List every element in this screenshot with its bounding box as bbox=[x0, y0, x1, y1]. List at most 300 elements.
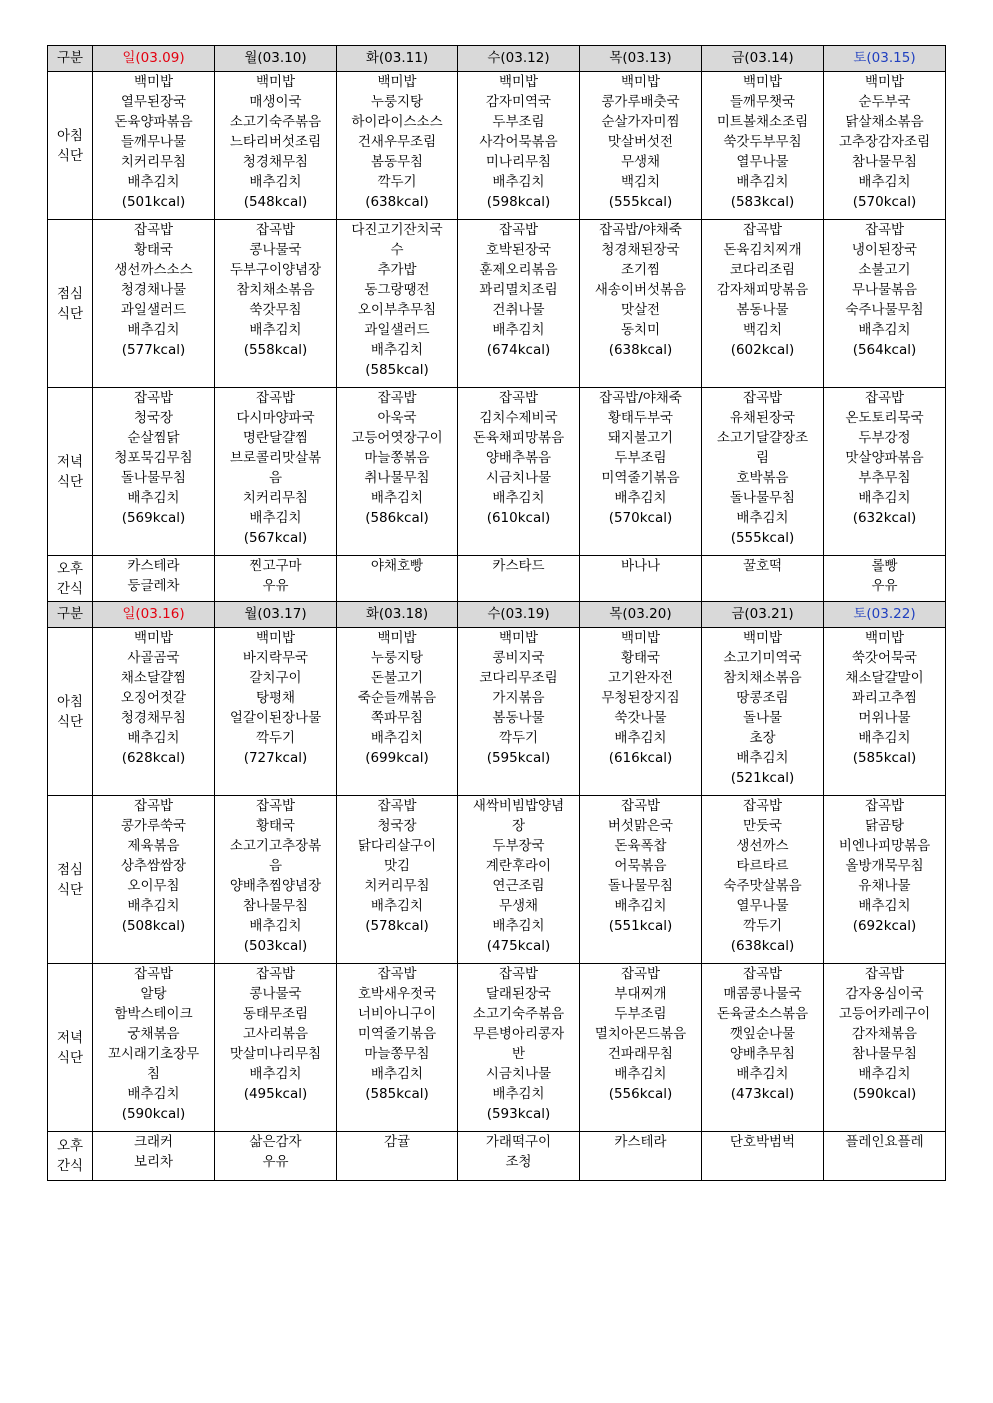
menu-item: 열무나물 bbox=[736, 898, 789, 914]
snack-cell bbox=[458, 1132, 580, 1181]
menu-item: 콩가루쑥국 bbox=[120, 818, 187, 834]
menu-item: 생선까스소스 bbox=[114, 262, 193, 278]
menu-item: 배추김치 bbox=[858, 490, 911, 506]
lunch-cell bbox=[580, 796, 702, 964]
menu-item: 건파래무침 bbox=[607, 1046, 674, 1062]
breakfast-cell bbox=[702, 628, 824, 796]
menu-item: 배추김치 bbox=[127, 174, 180, 190]
menu-item: 소고기숙주볶음 bbox=[229, 114, 322, 130]
menu-item: 배추김치 bbox=[614, 730, 667, 746]
menu-item: 제육볶음 bbox=[127, 838, 180, 854]
menu-item: 잡곡밥 bbox=[255, 222, 296, 238]
menu-item: 두부강정 bbox=[858, 430, 911, 446]
menu-item: 배추김치 bbox=[858, 174, 911, 190]
menu-item: (638kcal) bbox=[608, 342, 673, 358]
menu-item: (699kcal) bbox=[365, 750, 429, 766]
menu-item: 새송이버섯볶음 bbox=[594, 282, 687, 298]
day-header: 수(03.12) bbox=[458, 46, 580, 72]
menu-item: (578kcal) bbox=[365, 918, 429, 934]
menu-item: 무청된장지짐 bbox=[601, 690, 680, 706]
menu-item: 배추김치 bbox=[370, 898, 424, 914]
breakfast-cell bbox=[580, 628, 702, 796]
menu-item: 명란달걀찜 bbox=[242, 430, 309, 446]
menu-item: 잡곡밥 bbox=[133, 966, 174, 982]
menu-item: 과일샐러드 bbox=[364, 322, 430, 338]
snack-row bbox=[48, 1132, 946, 1181]
menu-item: 배추김치 bbox=[370, 490, 424, 506]
menu-item: 황태국 bbox=[620, 650, 661, 666]
menu-item: 닭곰탕 bbox=[864, 818, 905, 834]
menu-item: 콩비지국 bbox=[492, 650, 545, 666]
menu-item: 배추김치 bbox=[127, 322, 180, 338]
menu-item: 달래된장국 bbox=[485, 986, 552, 1002]
menu-item: 잡곡밥 bbox=[742, 966, 783, 982]
breakfast-cell bbox=[215, 72, 337, 220]
menu-item: 고추장감자조림 bbox=[838, 134, 931, 150]
menu-item: 치커리무침 bbox=[120, 154, 187, 170]
menu-item: 두부조림 bbox=[614, 1006, 667, 1022]
menu-item: 맛살미나리무침 bbox=[229, 1046, 322, 1062]
day-header: 금(03.14) bbox=[702, 46, 824, 72]
menu-item: 배추김치 bbox=[736, 750, 789, 766]
menu-item: 배추김치 bbox=[492, 322, 545, 338]
menu-item: 매콤콩나물국 bbox=[723, 986, 802, 1002]
snack-label bbox=[48, 556, 93, 602]
menu-item: 배추김치 bbox=[614, 490, 667, 506]
menu-item: 백김치 bbox=[742, 322, 783, 338]
menu-item: 닭다리살구이 bbox=[357, 838, 437, 854]
menu-item: 죽순들깨볶음 bbox=[357, 690, 437, 706]
menu-item: (593kcal) bbox=[486, 1106, 551, 1122]
menu-item: 감자채피망볶음 bbox=[716, 282, 809, 298]
day-header: 토(03.22) bbox=[824, 602, 946, 628]
menu-item: 백미밥 bbox=[620, 630, 661, 646]
header-label: 구분 bbox=[48, 46, 93, 72]
menu-item: 우유 bbox=[871, 578, 898, 594]
lunch-cell bbox=[824, 796, 946, 964]
menu-item: 꼬시래기초장무 bbox=[107, 1046, 200, 1062]
day-header: 수(03.19) bbox=[458, 602, 580, 628]
menu-item: 림 bbox=[755, 450, 770, 466]
menu-item: 돌나물무침 bbox=[607, 878, 674, 894]
menu-item: 열무된장국 bbox=[120, 94, 187, 110]
menu-item: 소고기고추장볶 bbox=[229, 838, 322, 854]
meal-label-line: 식단 bbox=[56, 881, 84, 898]
menu-item: 잡곡밥 bbox=[620, 966, 661, 982]
menu-item: 깍두기 bbox=[377, 174, 417, 190]
menu-item: 참치채소볶음 bbox=[236, 282, 315, 298]
menu-item: 청경채무침 bbox=[242, 154, 309, 170]
menu-item: (570kcal) bbox=[608, 510, 673, 526]
menu-item: 깍두기 bbox=[498, 730, 539, 746]
menu-item: 갈치구이 bbox=[249, 670, 302, 686]
menu-item: 잡곡밥 bbox=[620, 798, 661, 814]
menu-item: 잡곡밥 bbox=[742, 390, 783, 406]
menu-item: 유채나물 bbox=[858, 878, 911, 894]
menu-item: 청경채무침 bbox=[120, 710, 187, 726]
meal-label-line: 아침 bbox=[56, 693, 84, 710]
menu-item: 돈육김치찌개 bbox=[723, 242, 802, 258]
menu-item: 배추김치 bbox=[249, 510, 302, 526]
menu-item: 콩가루배춧국 bbox=[601, 94, 680, 110]
menu-item: 돈육폭찹 bbox=[614, 838, 667, 854]
lunch-cell bbox=[337, 796, 458, 964]
menu-item: 잡곡밥 bbox=[377, 390, 417, 406]
dinner-cell bbox=[702, 964, 824, 1132]
menu-item: 장 bbox=[511, 818, 526, 834]
breakfast-cell bbox=[824, 72, 946, 220]
menu-item: 조청 bbox=[505, 1154, 532, 1170]
menu-item: 황태국 bbox=[255, 818, 296, 834]
menu-item: 맛살양파볶음 bbox=[845, 450, 924, 466]
menu-item: 머위나물 bbox=[858, 710, 911, 726]
menu-item: 잡곡밥 bbox=[864, 222, 905, 238]
dinner-cell bbox=[93, 388, 215, 556]
menu-item: 치커리무침 bbox=[364, 878, 430, 894]
menu-item: 배추김치 bbox=[858, 322, 911, 338]
meal-label-line: 간식 bbox=[56, 580, 84, 597]
menu-item: 순살가자미찜 bbox=[601, 114, 680, 130]
menu-item: 양배추무침 bbox=[729, 1046, 796, 1062]
menu-item: 부대찌개 bbox=[614, 986, 667, 1002]
menu-item: 잡곡밥 bbox=[133, 390, 174, 406]
menu-item: 마늘쫑볶음 bbox=[364, 450, 430, 466]
menu-item: 무생채 bbox=[498, 898, 539, 914]
snack-cell bbox=[580, 1132, 702, 1181]
menu-item: (638kcal) bbox=[365, 194, 429, 210]
menu-item: (583kcal) bbox=[730, 194, 795, 210]
breakfast-row bbox=[48, 72, 946, 220]
menu-item: 소불고기 bbox=[858, 262, 911, 278]
breakfast-row bbox=[48, 628, 946, 796]
menu-item: 소고기숙주볶음 bbox=[472, 1006, 565, 1022]
menu-item: (616kcal) bbox=[608, 750, 673, 766]
dinner-label bbox=[48, 388, 93, 556]
menu-item: 숙주맛살볶음 bbox=[723, 878, 802, 894]
menu-item: 백미밥 bbox=[498, 74, 539, 90]
menu-item: 호박볶음 bbox=[736, 470, 789, 486]
menu-item: 너비아니구이 bbox=[357, 1006, 437, 1022]
snack-cell bbox=[824, 1132, 946, 1181]
menu-item: 바나나 bbox=[620, 558, 661, 574]
menu-item: 맛김 bbox=[383, 858, 411, 874]
menu-item: 생선까스 bbox=[736, 838, 789, 854]
menu-item: 배추김치 bbox=[127, 490, 180, 506]
menu-item: 두부구이양념장 bbox=[229, 262, 322, 278]
meal-label-line: 식단 bbox=[56, 713, 84, 730]
menu-item: 훈제오리볶음 bbox=[479, 262, 558, 278]
menu-item: (638kcal) bbox=[730, 938, 795, 954]
menu-item: 호박새우젓국 bbox=[357, 986, 437, 1002]
menu-item: (585kcal) bbox=[365, 1086, 429, 1102]
day-header-row bbox=[48, 46, 946, 72]
menu-item: 롤빵 bbox=[871, 558, 898, 574]
menu-item: 콩나물국 bbox=[249, 986, 302, 1002]
snack-cell bbox=[337, 556, 458, 602]
menu-item: 잡곡밥 bbox=[255, 390, 296, 406]
meal-label-line: 식단 bbox=[56, 473, 84, 490]
menu-item: 쑥갓어묵국 bbox=[851, 650, 918, 666]
menu-item: 돌나물무침 bbox=[729, 490, 796, 506]
breakfast-cell bbox=[93, 72, 215, 220]
menu-item: 두부조림 bbox=[492, 114, 545, 130]
dinner-cell bbox=[215, 388, 337, 556]
menu-item: (598kcal) bbox=[486, 194, 551, 210]
meal-label-line: 오후 bbox=[56, 560, 84, 577]
snack-label bbox=[48, 1132, 93, 1181]
day-header-row bbox=[48, 602, 946, 628]
menu-item: 온도토리묵국 bbox=[845, 410, 924, 426]
menu-item: (567kcal) bbox=[243, 530, 308, 546]
menu-item: (548kcal) bbox=[243, 194, 308, 210]
menu-item: 청포묵김무침 bbox=[114, 450, 193, 466]
meal-label-line: 간식 bbox=[56, 1158, 84, 1174]
menu-item: 청국장 bbox=[377, 818, 417, 834]
menu-item: 반 bbox=[511, 1046, 526, 1062]
day-header: 일(03.09) bbox=[93, 46, 215, 72]
menu-item: 동태무조림 bbox=[242, 1006, 309, 1022]
menu-item: 백미밥 bbox=[255, 74, 296, 90]
menu-item: 둥글레차 bbox=[127, 578, 180, 594]
menu-item: 오이무침 bbox=[127, 878, 180, 894]
menu-item: 마늘쫑무침 bbox=[364, 1046, 430, 1062]
menu-item: 오이부추무침 bbox=[357, 302, 437, 318]
meal-label-line: 저녁 bbox=[56, 1029, 84, 1046]
meal-label-line: 저녁 bbox=[56, 453, 84, 470]
menu-item: 봄동나물 bbox=[492, 710, 545, 726]
menu-item: 배추김치 bbox=[370, 1066, 424, 1082]
meal-label-line: 아침 bbox=[56, 127, 84, 144]
menu-item: 잡곡밥 bbox=[377, 798, 417, 814]
menu-item: 비엔나피망볶음 bbox=[838, 838, 931, 854]
menu-item: 잡곡밥 bbox=[377, 966, 417, 982]
breakfast-cell bbox=[93, 628, 215, 796]
menu-item: 돈불고기 bbox=[370, 670, 424, 686]
menu-item: (632kcal) bbox=[852, 510, 917, 526]
menu-item: 잡곡밥 bbox=[864, 798, 905, 814]
menu-item: (521kcal) bbox=[730, 770, 795, 786]
dinner-cell bbox=[337, 964, 458, 1132]
dinner-cell bbox=[580, 388, 702, 556]
dinner-cell bbox=[824, 964, 946, 1132]
menu-item: (577kcal) bbox=[121, 342, 186, 358]
menu-item: 우유 bbox=[262, 578, 289, 594]
snack-cell bbox=[93, 556, 215, 602]
menu-item: 플레인요플레 bbox=[845, 1134, 924, 1150]
meal-label-line: 점심 bbox=[56, 285, 84, 302]
menu-item: 배추김치 bbox=[492, 174, 545, 190]
menu-item: 잡곡밥 bbox=[255, 966, 296, 982]
menu-item: 채소달걀말이 bbox=[845, 670, 924, 686]
menu-item: 돈육굴소스볶음 bbox=[716, 1006, 809, 1022]
menu-item: 추가밥 bbox=[377, 262, 417, 278]
menu-item: (558kcal) bbox=[243, 342, 308, 358]
menu-item: 잡곡밥/야채죽 bbox=[599, 390, 682, 406]
menu-item: (590kcal) bbox=[852, 1086, 917, 1102]
day-header: 화(03.18) bbox=[337, 602, 458, 628]
snack-cell bbox=[702, 556, 824, 602]
menu-item: (590kcal) bbox=[121, 1106, 186, 1122]
menu-item: 들깨무나물 bbox=[120, 134, 187, 150]
menu-item: 백미밥 bbox=[377, 74, 417, 90]
menu-item: 잡곡밥 bbox=[864, 966, 905, 982]
menu-item: (595kcal) bbox=[486, 750, 551, 766]
dinner-cell bbox=[580, 964, 702, 1132]
menu-item: 돌나물 bbox=[742, 710, 783, 726]
menu-item: 부추무침 bbox=[858, 470, 911, 486]
lunch-cell bbox=[93, 796, 215, 964]
menu-item: 오징어젓갈 bbox=[120, 690, 187, 706]
menu-item: 보리차 bbox=[133, 1154, 174, 1170]
menu-item: 배추김치 bbox=[249, 322, 302, 338]
lunch-cell bbox=[580, 220, 702, 388]
menu-item: 꽈리멸치조림 bbox=[479, 282, 558, 298]
menu-item: 고사리볶음 bbox=[242, 1026, 309, 1042]
menu-item: 감귤 bbox=[383, 1134, 411, 1150]
menu-item: 건취나물 bbox=[492, 302, 545, 318]
breakfast-cell bbox=[824, 628, 946, 796]
menu-item: 감자옹심이국 bbox=[845, 986, 924, 1002]
menu-item: 무나물볶음 bbox=[851, 282, 918, 298]
menu-item: (585kcal) bbox=[365, 362, 429, 378]
breakfast-label bbox=[48, 628, 93, 796]
menu-item: 채소달걀찜 bbox=[120, 670, 187, 686]
menu-item: 건새우무조림 bbox=[357, 134, 437, 150]
breakfast-cell bbox=[580, 72, 702, 220]
menu-item: 냉이된장국 bbox=[851, 242, 918, 258]
menu-item: 배추김치 bbox=[370, 342, 424, 358]
menu-item: 쑥갓무침 bbox=[249, 302, 302, 318]
menu-item: 쑥갓나물 bbox=[614, 710, 667, 726]
menu-item: 배추김치 bbox=[492, 918, 545, 934]
menu-item: (692kcal) bbox=[852, 918, 917, 934]
menu-item: 코다리무조림 bbox=[479, 670, 558, 686]
menu-item: 카스테라 bbox=[127, 558, 180, 574]
menu-item: 크래커 bbox=[133, 1134, 174, 1150]
menu-item: 고등어카레구이 bbox=[838, 1006, 931, 1022]
menu-item: (503kcal) bbox=[243, 938, 308, 954]
menu-item: 가지볶음 bbox=[492, 690, 545, 706]
menu-item: 배추김치 bbox=[249, 174, 302, 190]
menu-item: 시금치나물 bbox=[485, 1066, 552, 1082]
menu-item: (570kcal) bbox=[852, 194, 917, 210]
menu-item: 야채호빵 bbox=[370, 558, 424, 574]
menu-item: 멸치아몬드볶음 bbox=[594, 1026, 687, 1042]
menu-item: 백미밥 bbox=[620, 74, 661, 90]
menu-item: 백미밥 bbox=[742, 74, 783, 90]
menu-item: 순두부국 bbox=[858, 94, 911, 110]
day-header: 목(03.20) bbox=[580, 602, 702, 628]
menu-item: 연근조림 bbox=[492, 878, 545, 894]
menu-item: 잡곡밥 bbox=[742, 798, 783, 814]
menu-item: 깻잎순나물 bbox=[729, 1026, 796, 1042]
menu-item: 사각어묵볶음 bbox=[479, 134, 558, 150]
menu-item: 새싹비빔밥양념 bbox=[472, 798, 565, 814]
menu-item: 알탕 bbox=[140, 986, 167, 1002]
menu-item: 잡곡밥 bbox=[133, 798, 174, 814]
menu-item: 배추김치 bbox=[736, 510, 789, 526]
menu-item: 쪽파무침 bbox=[370, 710, 424, 726]
dinner-cell bbox=[337, 388, 458, 556]
menu-item: 가래떡구이 bbox=[485, 1134, 552, 1150]
menu-item: 배추김치 bbox=[736, 1066, 789, 1082]
menu-item: 꽈리고추찜 bbox=[851, 690, 918, 706]
menu-item: 찐고구마 bbox=[249, 558, 302, 574]
menu-item: 청국장 bbox=[133, 410, 174, 426]
menu-item: 배추김치 bbox=[492, 1086, 545, 1102]
menu-item: 감자채볶음 bbox=[851, 1026, 918, 1042]
meal-label-line: 식단 bbox=[56, 1049, 84, 1066]
menu-item: 깍두기 bbox=[255, 730, 296, 746]
menu-item: 소고기달걀장조 bbox=[716, 430, 809, 446]
menu-item: 매생이국 bbox=[249, 94, 302, 110]
menu-item: 배추김치 bbox=[249, 918, 302, 934]
menu-item: 잡곡밥 bbox=[742, 222, 783, 238]
menu-item: 과일샐러드 bbox=[120, 302, 187, 318]
day-header: 목(03.13) bbox=[580, 46, 702, 72]
menu-item: 황태국 bbox=[133, 242, 174, 258]
breakfast-cell bbox=[702, 72, 824, 220]
breakfast-cell bbox=[215, 628, 337, 796]
menu-item: 백미밥 bbox=[133, 630, 174, 646]
menu-item: 코다리조림 bbox=[729, 262, 796, 278]
menu-item: (564kcal) bbox=[852, 342, 917, 358]
menu-item: 콩나물국 bbox=[249, 242, 302, 258]
menu-item: 돈육양파볶음 bbox=[114, 114, 193, 130]
breakfast-cell bbox=[337, 72, 458, 220]
lunch-cell bbox=[337, 220, 458, 388]
lunch-cell bbox=[702, 796, 824, 964]
snack-cell bbox=[93, 1132, 215, 1181]
menu-item: 두부조림 bbox=[614, 450, 667, 466]
menu-item: 치커리무침 bbox=[242, 490, 309, 506]
menu-item: 잡곡밥 bbox=[498, 390, 539, 406]
menu-item: (586kcal) bbox=[365, 510, 429, 526]
menu-item: 무생채 bbox=[620, 154, 661, 170]
dinner-row bbox=[48, 388, 946, 556]
menu-item: 백미밥 bbox=[498, 630, 539, 646]
menu-item: 잡곡밥 bbox=[498, 222, 539, 238]
menu-item: 숙주나물무침 bbox=[845, 302, 924, 318]
menu-item: 카스타드 bbox=[492, 558, 545, 574]
menu-item: 봄동나물 bbox=[736, 302, 789, 318]
menu-item: 동치미 bbox=[620, 322, 661, 338]
menu-item: 청경채나물 bbox=[120, 282, 187, 298]
lunch-row bbox=[48, 220, 946, 388]
menu-item: 느타리버섯조림 bbox=[229, 134, 322, 150]
menu-item: 배추김치 bbox=[614, 1066, 667, 1082]
menu-item: 침 bbox=[146, 1066, 161, 1082]
menu-item: 깍두기 bbox=[742, 918, 783, 934]
menu-item: 닭살채소볶음 bbox=[845, 114, 924, 130]
menu-item: 하이라이스소스 bbox=[351, 114, 443, 130]
menu-item: 배추김치 bbox=[858, 730, 911, 746]
menu-item: 배추김치 bbox=[127, 730, 180, 746]
menu-item: 미역줄기볶음 bbox=[357, 1026, 437, 1042]
menu-item: 고기완자전 bbox=[607, 670, 674, 686]
menu-item: 백미밥 bbox=[133, 74, 174, 90]
dinner-cell bbox=[824, 388, 946, 556]
dinner-cell bbox=[458, 964, 580, 1132]
menu-item: 배추김치 bbox=[736, 174, 789, 190]
menu-item: 백미밥 bbox=[864, 74, 905, 90]
menu-item: 양배추찜양념장 bbox=[229, 878, 322, 894]
menu-item: 황태두부국 bbox=[607, 410, 674, 426]
snack-cell bbox=[215, 1132, 337, 1181]
dinner-cell bbox=[215, 964, 337, 1132]
menu-item: 함박스테이크 bbox=[114, 1006, 193, 1022]
snack-cell bbox=[580, 556, 702, 602]
